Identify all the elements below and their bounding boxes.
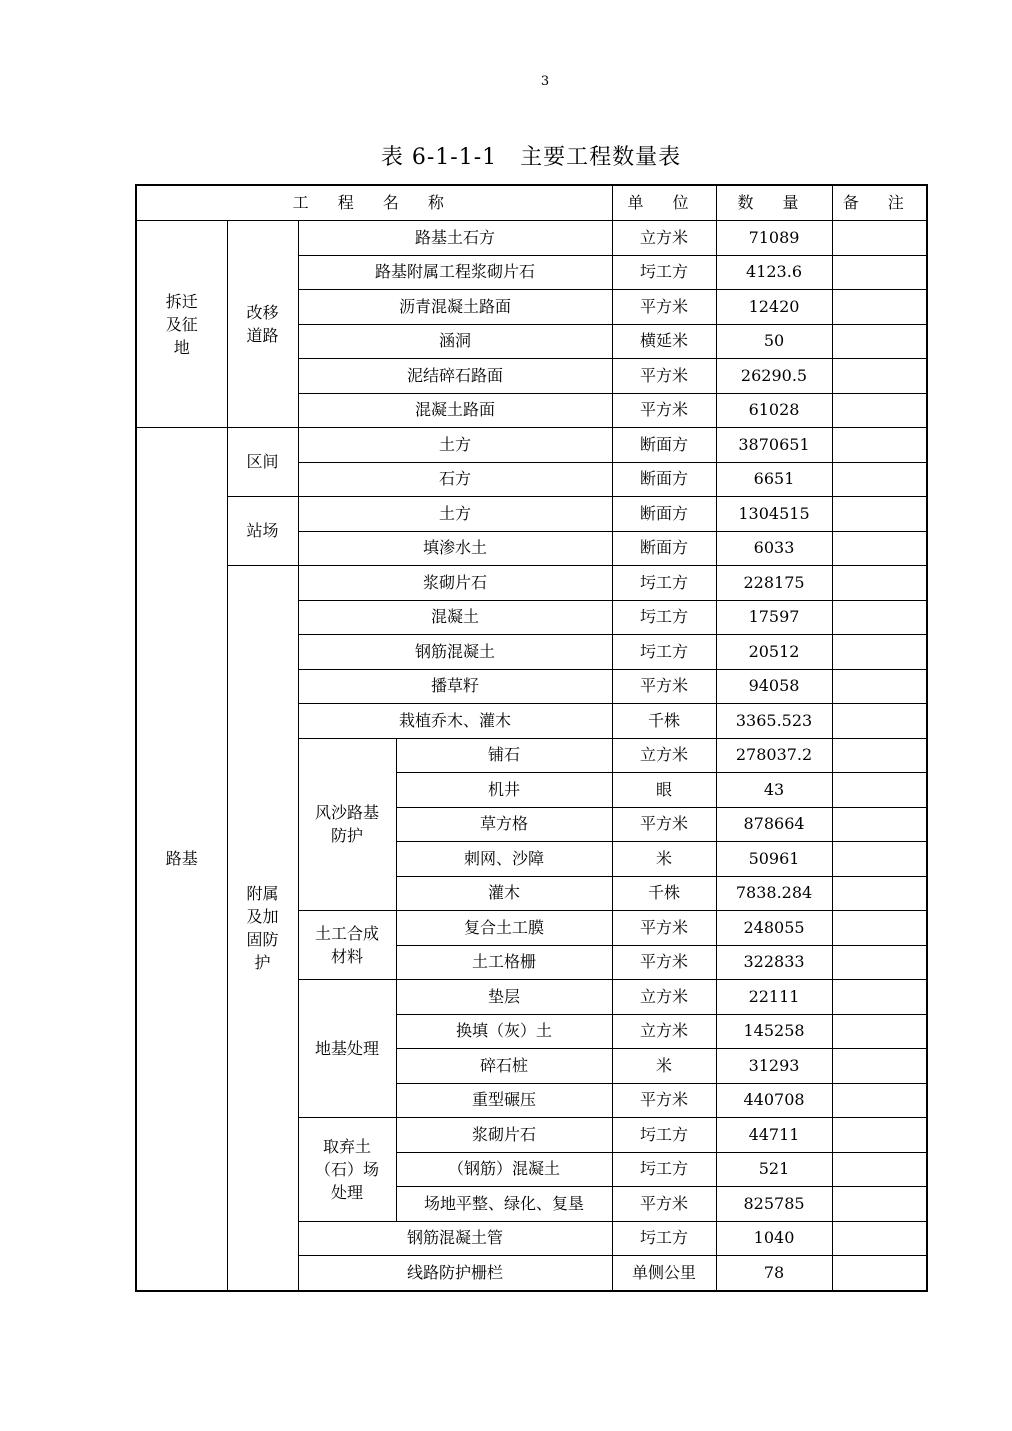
item-unit: 平方米 — [612, 807, 716, 842]
item-unit: 立方米 — [612, 1014, 716, 1049]
item-note — [832, 600, 927, 635]
item-note — [832, 324, 927, 359]
item-unit: 圬工方 — [612, 1152, 716, 1187]
item-qty: 17597 — [716, 600, 832, 635]
item-unit: 断面方 — [612, 531, 716, 566]
item-qty: 71089 — [716, 221, 832, 256]
item-note — [832, 842, 927, 877]
group-attached: 附属及加固防护 — [227, 566, 298, 1291]
group-section: 区间 — [227, 428, 298, 497]
item-note — [832, 290, 927, 325]
item-note — [832, 393, 927, 428]
item-unit: 圬工方 — [612, 600, 716, 635]
quantity-table — [135, 184, 928, 1292]
item-name: 石方 — [298, 462, 612, 497]
table-row — [136, 428, 927, 463]
item-note — [832, 1256, 927, 1291]
item-note — [832, 669, 927, 704]
item-unit: 圬工方 — [612, 1221, 716, 1256]
group-wind-sand: 风沙路基防护 — [298, 738, 396, 911]
item-qty: 22111 — [716, 980, 832, 1015]
item-unit: 圬工方 — [612, 635, 716, 670]
item-name: 沥青混凝土路面 — [298, 290, 612, 325]
item-name: 土方 — [298, 428, 612, 463]
item-note — [832, 911, 927, 946]
group-relocated-road: 改移道路 — [227, 221, 298, 428]
item-name: 重型碾压 — [396, 1083, 612, 1118]
item-unit: 圬工方 — [612, 255, 716, 290]
item-unit: 千株 — [612, 876, 716, 911]
item-name: 土方 — [298, 497, 612, 532]
item-unit: 米 — [612, 842, 716, 877]
item-name: 填渗水土 — [298, 531, 612, 566]
item-note — [832, 1152, 927, 1187]
table-title: 表 6-1-1-1 主要工程数量表 — [380, 145, 682, 170]
item-qty: 3870651 — [716, 428, 832, 463]
item-name: 混凝土 — [298, 600, 612, 635]
item-qty: 878664 — [716, 807, 832, 842]
item-note — [832, 1118, 927, 1153]
table-row — [136, 566, 927, 601]
item-qty: 278037.2 — [716, 738, 832, 773]
page-number: 3 — [540, 74, 550, 89]
item-unit: 横延米 — [612, 324, 716, 359]
item-note — [832, 980, 927, 1015]
item-unit: 平方米 — [612, 669, 716, 704]
item-note — [832, 773, 927, 808]
item-name: 草方格 — [396, 807, 612, 842]
item-note — [832, 462, 927, 497]
item-unit: 米 — [612, 1049, 716, 1084]
item-name: 混凝土路面 — [298, 393, 612, 428]
item-unit: 千株 — [612, 704, 716, 739]
item-name: 刺网、沙障 — [396, 842, 612, 877]
group-foundation: 地基处理 — [298, 980, 396, 1118]
item-qty: 440708 — [716, 1083, 832, 1118]
item-qty: 145258 — [716, 1014, 832, 1049]
item-note — [832, 807, 927, 842]
item-note — [832, 255, 927, 290]
item-qty: 31293 — [716, 1049, 832, 1084]
item-unit: 立方米 — [612, 221, 716, 256]
item-note — [832, 1221, 927, 1256]
item-name: 机井 — [396, 773, 612, 808]
item-name: 线路防护栅栏 — [298, 1256, 612, 1291]
item-qty: 26290.5 — [716, 359, 832, 394]
item-note — [832, 359, 927, 394]
item-qty: 20512 — [716, 635, 832, 670]
item-unit: 断面方 — [612, 497, 716, 532]
item-qty: 322833 — [716, 945, 832, 980]
item-qty: 825785 — [716, 1187, 832, 1222]
item-name: 钢筋混凝土管 — [298, 1221, 612, 1256]
item-name: 播草籽 — [298, 669, 612, 704]
item-name: 垫层 — [396, 980, 612, 1015]
item-unit: 眼 — [612, 773, 716, 808]
item-note — [832, 1083, 927, 1118]
group-subgrade: 路基 — [136, 428, 227, 1291]
item-qty: 44711 — [716, 1118, 832, 1153]
item-unit: 单侧公里 — [612, 1256, 716, 1291]
item-name: 涵洞 — [298, 324, 612, 359]
item-note — [832, 566, 927, 601]
item-qty: 1304515 — [716, 497, 832, 532]
item-name: 碎石桩 — [396, 1049, 612, 1084]
item-qty: 43 — [716, 773, 832, 808]
item-note — [832, 1014, 927, 1049]
item-name: 土工格栅 — [396, 945, 612, 980]
item-unit: 平方米 — [612, 1187, 716, 1222]
group-borrow-site: 取弃土（石）场处理 — [298, 1118, 396, 1222]
item-qty: 7838.284 — [716, 876, 832, 911]
item-note — [832, 738, 927, 773]
header-name: 工 程 名 称 — [136, 185, 612, 221]
item-unit: 平方米 — [612, 393, 716, 428]
item-note — [832, 1049, 927, 1084]
item-qty: 78 — [716, 1256, 832, 1291]
item-qty: 61028 — [716, 393, 832, 428]
group-demolition: 拆迁及征地 — [136, 221, 227, 428]
item-name: 栽植乔木、灌木 — [298, 704, 612, 739]
item-qty: 228175 — [716, 566, 832, 601]
table-row — [136, 497, 927, 532]
item-unit: 断面方 — [612, 428, 716, 463]
item-qty: 12420 — [716, 290, 832, 325]
item-note — [832, 531, 927, 566]
header-unit: 单 位 — [612, 185, 716, 221]
item-name: 浆砌片石 — [298, 566, 612, 601]
item-note — [832, 1187, 927, 1222]
table-header-row — [136, 185, 927, 221]
item-note — [832, 704, 927, 739]
item-name: 路基土石方 — [298, 221, 612, 256]
item-name: 浆砌片石 — [396, 1118, 612, 1153]
item-unit: 立方米 — [612, 738, 716, 773]
item-unit: 圬工方 — [612, 566, 716, 601]
table-row — [136, 221, 927, 256]
item-qty: 50 — [716, 324, 832, 359]
item-name: 钢筋混凝土 — [298, 635, 612, 670]
item-name: （钢筋）混凝土 — [396, 1152, 612, 1187]
item-note — [832, 221, 927, 256]
item-qty: 6651 — [716, 462, 832, 497]
item-unit: 断面方 — [612, 462, 716, 497]
item-name: 场地平整、绿化、复垦 — [396, 1187, 612, 1222]
item-qty: 521 — [716, 1152, 832, 1187]
item-note — [832, 876, 927, 911]
item-note — [832, 945, 927, 980]
item-unit: 平方米 — [612, 1083, 716, 1118]
item-qty: 248055 — [716, 911, 832, 946]
item-name: 路基附属工程浆砌片石 — [298, 255, 612, 290]
header-remark: 备 注 — [832, 185, 927, 221]
item-qty: 94058 — [716, 669, 832, 704]
item-note — [832, 497, 927, 532]
item-name: 复合土工膜 — [396, 911, 612, 946]
item-unit: 平方米 — [612, 359, 716, 394]
item-unit: 立方米 — [612, 980, 716, 1015]
item-name: 铺石 — [396, 738, 612, 773]
item-name: 泥结碎石路面 — [298, 359, 612, 394]
item-qty: 6033 — [716, 531, 832, 566]
item-unit: 圬工方 — [612, 1118, 716, 1153]
item-qty: 50961 — [716, 842, 832, 877]
group-geosynthetic: 土工合成材料 — [298, 911, 396, 980]
item-note — [832, 635, 927, 670]
item-unit: 平方米 — [612, 945, 716, 980]
item-note — [832, 428, 927, 463]
item-unit: 平方米 — [612, 911, 716, 946]
group-station: 站场 — [227, 497, 298, 566]
item-qty: 1040 — [716, 1221, 832, 1256]
item-name: 灌木 — [396, 876, 612, 911]
item-unit: 平方米 — [612, 290, 716, 325]
item-qty: 4123.6 — [716, 255, 832, 290]
item-name: 换填（灰）土 — [396, 1014, 612, 1049]
item-qty: 3365.523 — [716, 704, 832, 739]
header-quantity: 数 量 — [716, 185, 832, 221]
